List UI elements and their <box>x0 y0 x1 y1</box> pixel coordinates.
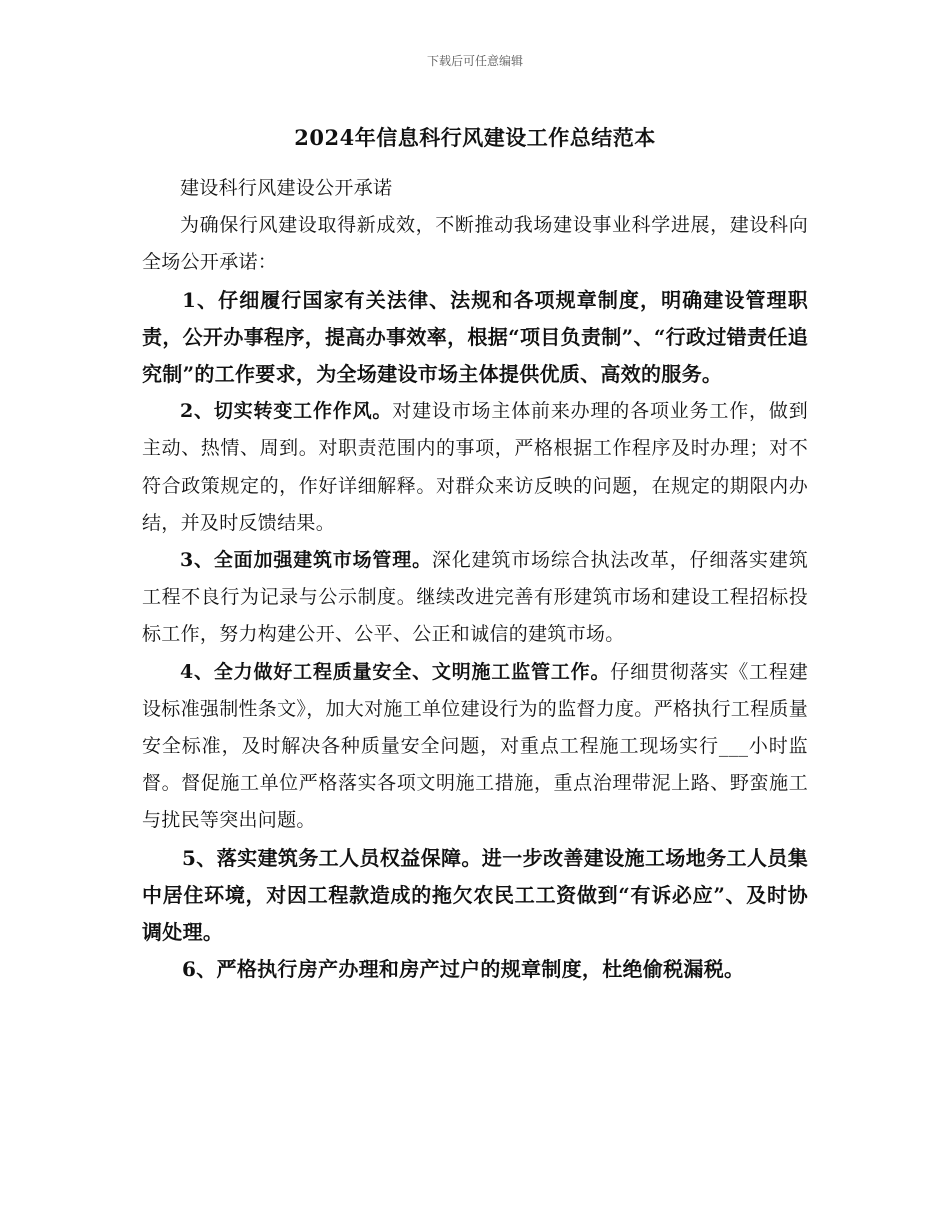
document-body <box>142 170 808 988</box>
item-1 <box>142 282 808 394</box>
item-2-text: 对建设市场主体前来办理的各项业务工作，做到主动、热情、周到。对职责范围内的事项，严格根据工作程序及时办理；对不符合政策规定的，作好详细解释。对群众来访反映的问题，在规定的期限内办结，并及时反馈结果。 <box>142 400 808 534</box>
item-2-lead: 2、切实转变工作作风。 <box>180 400 393 423</box>
intro-paragraph: 为确保行风建设取得新成效，不断推动我场建设事业科学进展，建设科向全场公开承诺： <box>142 214 808 274</box>
item-5 <box>142 840 808 952</box>
document-title: 2024年信息科行风建设工作总结范本 <box>294 125 656 150</box>
subtitle: 建设科行风建设公开承诺 <box>180 177 393 199</box>
item-3-lead: 3、全面加强建筑市场管理。 <box>180 549 432 572</box>
item-4-text: 仔细贯彻落实《工程建设标准强制性条文》，加大对施工单位建设行为的监督力度。严格执行工程质量安全标准，及时解决各种质量安全问题，对重点工程施工现场实行___小时监督。督促施工单位严格落实各项文明施工措施，重点治理带泥上路、野蛮施工与扰民等突出问题。 <box>142 660 809 832</box>
item-3-text: 深化建筑市场综合执法改革，仔细落实建筑工程不良行为记录与公示制度。继续改进完善有形建筑市场和建设工程招标投标工作，努力构建公开、公平、公正和诚信的建筑市场。 <box>142 549 808 646</box>
item-6 <box>142 951 808 988</box>
item-2 <box>142 393 808 542</box>
page-header-note: 下载后可任意编辑 <box>426 54 523 68</box>
item-4 <box>142 654 808 840</box>
item-1-lead: 1、仔细履行国家有关法律、法规和各项规章制度，明确建设管理职责，公开办事程序，提高办事效率，根据“项目负责制”、“行政过错责任追究制”的工作要求，为全场建设市场主体提供优质、高效的服务。 <box>142 287 808 387</box>
item-6-lead: 6、严格执行房产办理和房产过户的规章制度，杜绝偷税漏税。 <box>182 957 745 982</box>
item-3 <box>142 542 808 654</box>
item-5-lead: 5、落实建筑务工人员权益保障。进一步改善建设施工场地务工人员集中居住环境，对因工程款造成的拖欠农民工工资做到“有诉必应”、及时协调处理。 <box>142 845 808 945</box>
item-4-lead: 4、全力做好工程质量安全、文明施工监管工作。 <box>180 660 611 683</box>
